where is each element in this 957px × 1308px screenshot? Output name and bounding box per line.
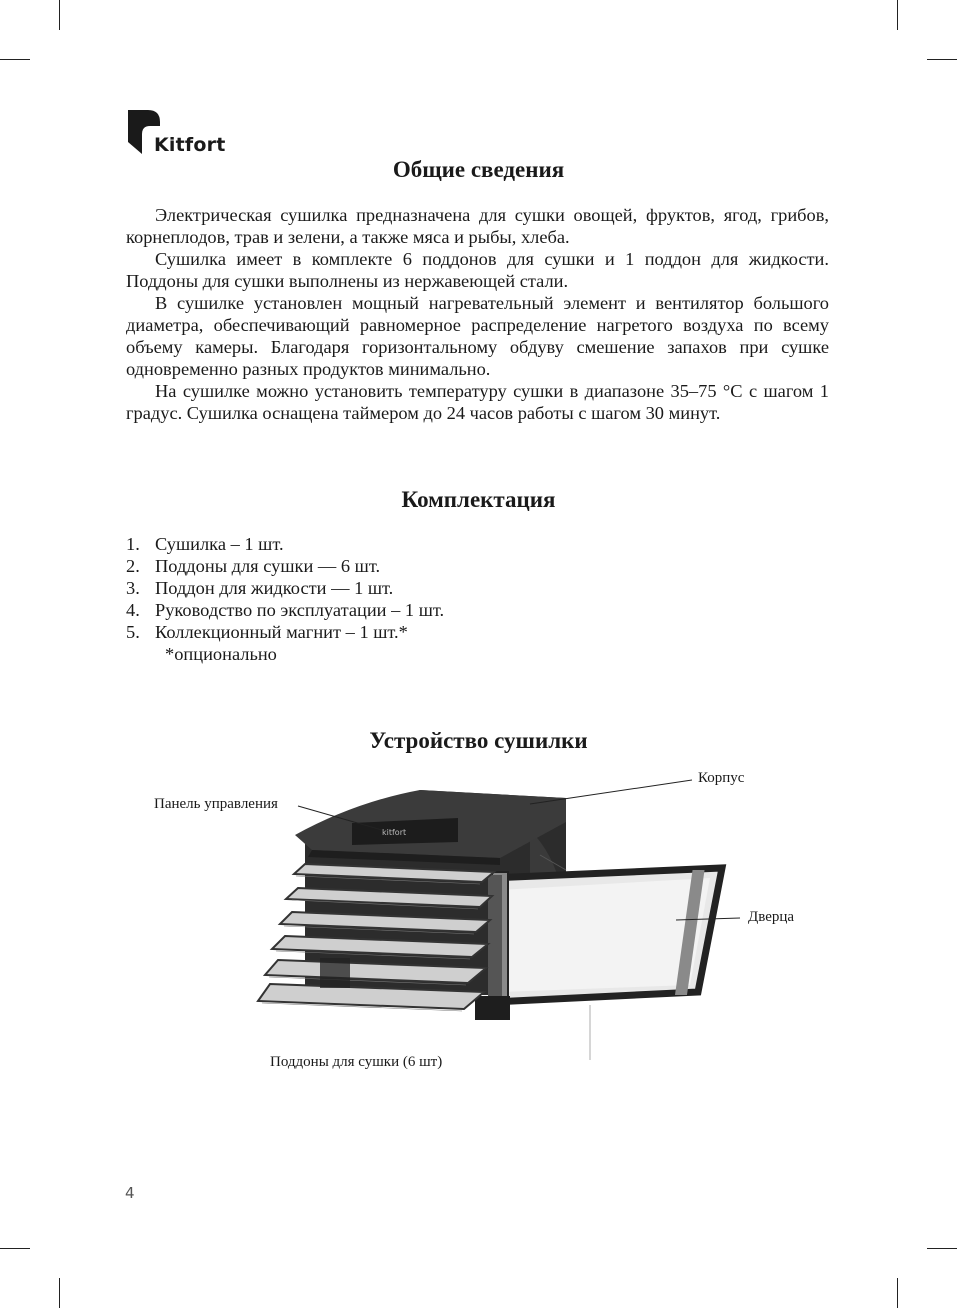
label-door: Дверца bbox=[748, 909, 795, 925]
list-item bbox=[126, 533, 444, 555]
dryer-diagram bbox=[120, 760, 840, 1090]
label-body: Корпус bbox=[698, 770, 745, 786]
brand-name: Kitfort bbox=[154, 134, 226, 156]
crop-mark bbox=[927, 59, 957, 60]
section-title-general: Общие сведения bbox=[392, 157, 565, 182]
paragraph: В сушилке установлен мощный нагревательный элемент и вентилятор большого диаметра, обеспечивающий равномерное распределение нагретого воздуха по всему объему камеры. Благодаря горизонтальному обдуву смешение запахов при сушке одновременно разных продуктов минимально. bbox=[126, 293, 829, 379]
list-text: Поддоны для сушки — 6 шт. bbox=[155, 556, 381, 576]
panel-brand-text: kitfort bbox=[382, 828, 407, 837]
list-text: Сушилка – 1 шт. bbox=[155, 534, 284, 554]
list-item bbox=[126, 555, 444, 577]
list-number: 5. bbox=[126, 622, 140, 642]
list-number: 1. bbox=[126, 534, 140, 554]
crop-mark bbox=[897, 0, 898, 30]
section-title-contents: Комплектация bbox=[401, 487, 556, 512]
list-text: Руководство по эксплуатации – 1 шт. bbox=[155, 600, 445, 620]
list-note: *опционально bbox=[165, 644, 277, 664]
general-text bbox=[126, 204, 829, 424]
list-text: Поддон для жидкости — 1 шт. bbox=[155, 578, 394, 598]
label-trays: Поддоны для сушки (6 шт) bbox=[270, 1054, 443, 1070]
paragraph: Электрическая сушилка предназначена для сушки овощей, фруктов, ягод, грибов, корнеплодов, трав и зелени, а также мяса и рыбы, хлеба. bbox=[126, 205, 829, 247]
section-title-device: Устройство сушилки bbox=[369, 728, 588, 753]
list-number: 3. bbox=[126, 578, 140, 598]
page-number: 4 bbox=[125, 1184, 135, 1202]
list-item bbox=[126, 621, 444, 643]
list-number: 2. bbox=[126, 556, 140, 576]
crop-mark bbox=[927, 1248, 957, 1249]
paragraph: Сушилка имеет в комплекте 6 поддонов для сушки и 1 поддон для жидкости. Поддоны для сушки выполнены из нержавеющей стали. bbox=[126, 249, 829, 291]
crop-mark bbox=[59, 0, 60, 30]
list-item bbox=[126, 599, 444, 621]
crop-mark bbox=[59, 1278, 60, 1308]
crop-mark bbox=[0, 1248, 30, 1249]
list-item bbox=[126, 577, 444, 599]
crop-mark bbox=[897, 1278, 898, 1308]
contents-list bbox=[126, 533, 444, 665]
label-control-panel: Панель управления bbox=[154, 796, 278, 812]
paragraph: На сушилке можно установить температуру сушки в диапазоне 35–75 °C с шагом 1 градус. Сушилка оснащена таймером до 24 часов работы с шагом 30 минут. bbox=[126, 381, 829, 423]
crop-mark bbox=[0, 59, 30, 60]
list-text: Коллекционный магнит – 1 шт.* bbox=[155, 622, 408, 642]
leader-body bbox=[530, 780, 692, 804]
list-number: 4. bbox=[126, 600, 140, 620]
